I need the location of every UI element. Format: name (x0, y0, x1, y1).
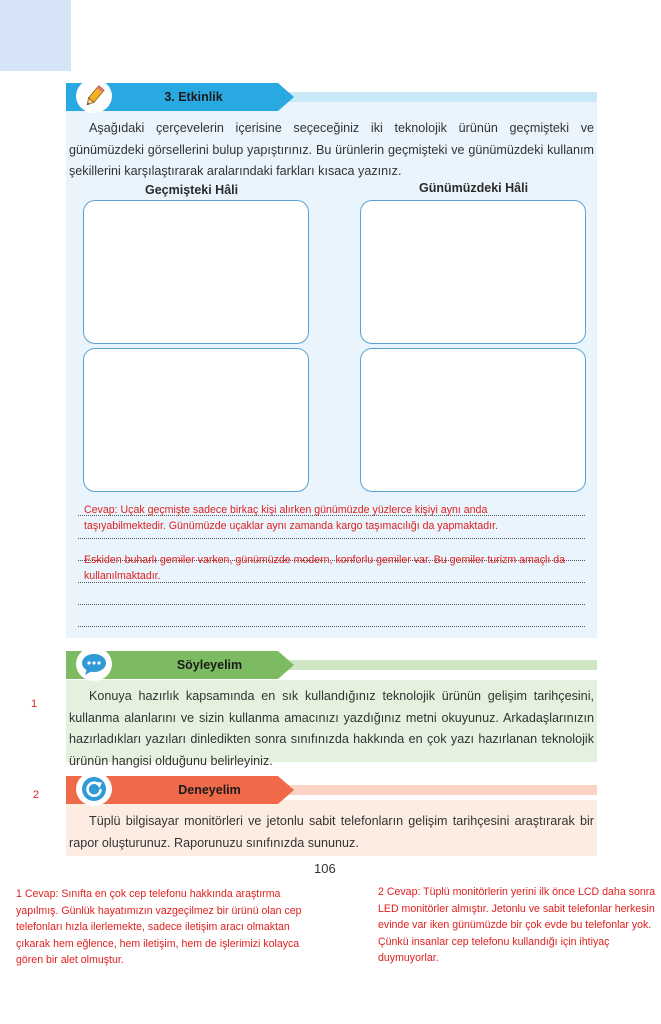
speech-bubble-icon (76, 647, 112, 681)
deneyelim-header (66, 776, 597, 804)
soyleyelim-text: Konuya hazırlık kapsamında en sık kullandığınız teknolojik ürünün gelişim tarihçesini, kullanma alanlarını ve sizin kullanma amacınızı yazdığınız metni okuyunuz. Arkadaşlarınızın hazırladıkları yazıları dinledikten sonra sınıfınızda hakkında en çok yazı hazırlanan teknolojik ürünün hangisi olduğunu belirleyiniz. (69, 689, 594, 768)
activity-instruction: Aşağıdaki çerçevelerin içerisine seçeceğiniz iki teknolojik ürünün geçmişteki ve günümüzdeki görsellerini bulup yapıştırınız. Bu ürünlerin geçmişteki ve günümüzdeki kullanım şekillerini karşılaştırarak aralarındaki farkları kısaca yazınız. (69, 121, 594, 178)
handwritten-answer-2: Eskiden buharlı gemiler varken, günümüzde modern, konforlu gemiler var. Bu gemiler turizm amaçlı da kullanılmaktadır. (84, 554, 566, 582)
annotation-marker-1: 1 (31, 698, 38, 710)
image-frame-present-1[interactable] (360, 200, 586, 344)
image-frame-past-1[interactable] (83, 200, 309, 344)
image-frame-past-2[interactable] (83, 348, 309, 492)
image-frame-present-2[interactable] (360, 348, 586, 492)
writing-line (78, 604, 585, 605)
page-number: 106 (314, 861, 336, 876)
soyleyelim-header (66, 651, 597, 679)
activity-header (66, 83, 597, 111)
writing-line (78, 626, 585, 627)
column-title-present: Günümüzdeki Hâli (419, 181, 529, 195)
deneyelim-text: Tüplü bilgisayar monitörleri ve jetonlu sabit telefonların gelişim tarihçesini araştırarak bir rapor oluşturunuz. Raporunuzu sınıfınızda sununuz. (69, 814, 594, 850)
writing-line (78, 538, 585, 539)
activity-title: 3. Etkinlik (164, 90, 223, 104)
annotation-marker-2: 2 (33, 789, 40, 801)
answer-note-left: 1 Cevap: Sınıfta en çok cep telefonu hakkında araştırma yapılmış. Günlük hayatımızın vazgeçilmez bir ürünü olan cep telefonları hızla ilerlemekte, sadece iletişim aracı olmaktan çıkarak hem eğlence, hem iletişim, hem de işlerimizi kolayca gören bir alet olmuştur. (16, 888, 302, 966)
soyleyelim-title: Söyleyelim (176, 658, 243, 672)
column-title-past: Geçmişteki Hâli (145, 183, 239, 197)
refresh-cycle-icon (76, 772, 112, 806)
corner-decoration (0, 0, 71, 71)
handwritten-answer-1: Cevap: Uçak geçmişte sadece birkaç kişi alırken günümüzde yüzlerce kişiyi aynı anda taşıyabilmektedir. Günümüzde uçaklar aynı zamanda kargo taşımacılığı da yapmaktadır. (84, 504, 498, 532)
deneyelim-title: Deneyelim (178, 783, 241, 797)
pencil-icon (76, 79, 112, 113)
answer-note-right: 2 Cevap: Tüplü monitörlerin yerini ilk önce LCD daha sonra LED monitörler almıştır. Jetonlu ve sabit telefonlar herkesin evinde var iken günümüzde bir çok evde bu telefonlar yok. Çünkü insanlar cep telefonu kullandığı için ihtiyaç duymuyorlar. (378, 886, 656, 964)
